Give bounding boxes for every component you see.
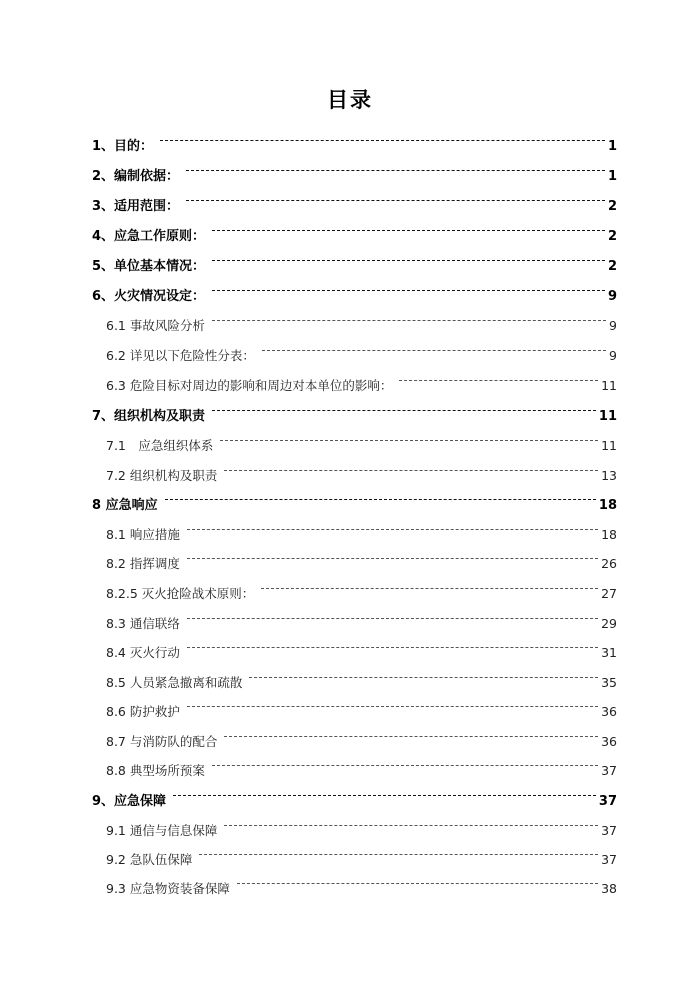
toc-leader <box>224 724 598 746</box>
toc-subentry[interactable] <box>106 338 617 363</box>
toc-entry-label: 2、编制依据： <box>92 169 180 184</box>
toc-subentry[interactable] <box>106 576 617 601</box>
toc-entry-label: 8.7 与消防队的配合 <box>106 734 218 749</box>
toc-subentry[interactable] <box>106 724 617 749</box>
toc-entry-label: 8.4 灭火行动 <box>106 645 180 660</box>
toc-entry[interactable] <box>92 398 617 424</box>
toc-leader <box>212 753 598 775</box>
toc-entry[interactable] <box>92 278 617 304</box>
toc-entry-label: 6.2 详见以下危险性分表： <box>106 348 255 363</box>
toc-entry[interactable] <box>92 188 617 214</box>
toc-leader <box>399 368 598 390</box>
toc-entry-label: 6.3 危险目标对周边的影响和周边对本单位的影响： <box>106 378 393 393</box>
toc-leader <box>224 458 598 480</box>
toc-leader <box>212 248 605 270</box>
toc-entry-label: 7.2 组织机构及职责 <box>106 468 218 483</box>
toc-page-number: 26 <box>601 556 617 571</box>
toc-entry-label: 9、应急保障 <box>92 794 167 809</box>
toc-subentry[interactable] <box>106 458 617 483</box>
toc-page-number: 9 <box>607 289 617 304</box>
toc-entry-label: 7、组织机构及职责 <box>92 409 206 424</box>
toc-leader <box>212 278 605 300</box>
toc-entry-label: 8.2.5 灭火抢险战术原则： <box>106 586 255 601</box>
toc-page-number: 18 <box>601 527 617 542</box>
toc-leader <box>187 517 598 539</box>
toc-subentry[interactable] <box>106 665 617 690</box>
toc-page-number: 38 <box>601 881 617 896</box>
toc-subentry[interactable] <box>106 368 617 393</box>
toc-entry-label: 7.1 应急组织体系 <box>106 438 214 453</box>
toc-subentry[interactable] <box>106 871 617 896</box>
toc-page-number: 35 <box>601 675 617 690</box>
toc-page-number: 37 <box>601 852 617 867</box>
toc-leader <box>187 606 598 628</box>
toc-subentry[interactable] <box>106 546 617 571</box>
toc-entry-label: 8 应急响应 <box>92 498 158 513</box>
toc-leader <box>249 665 598 687</box>
toc-leader <box>187 635 598 657</box>
toc-entry-label: 9.2 急队伍保障 <box>106 852 193 867</box>
toc-leader <box>212 308 606 330</box>
toc-entry[interactable] <box>92 128 617 154</box>
toc-leader <box>165 487 596 509</box>
toc-entry-label: 9.1 通信与信息保障 <box>106 823 218 838</box>
toc-page-number: 9 <box>609 318 617 333</box>
toc-entry-label: 6.1 事故风险分析 <box>106 318 205 333</box>
toc-entry[interactable] <box>92 783 617 809</box>
toc-entry-label: 8.3 通信联络 <box>106 616 180 631</box>
toc-page-number: 11 <box>598 409 617 424</box>
page-title: 目录 <box>327 88 373 112</box>
toc-page-number: 11 <box>601 438 617 453</box>
toc-page-number: 36 <box>601 704 617 719</box>
toc-subentry[interactable] <box>106 606 617 631</box>
toc-page-number: 2 <box>607 229 617 244</box>
toc-entry-label: 8.2 指挥调度 <box>106 556 180 571</box>
toc-subentry[interactable] <box>106 842 617 867</box>
toc-entry-label: 4、应急工作原则： <box>92 229 206 244</box>
toc-page-number: 11 <box>601 378 617 393</box>
toc-page-number: 36 <box>601 734 617 749</box>
toc-leader <box>173 783 596 805</box>
toc-leader <box>261 576 598 598</box>
toc-subentry[interactable] <box>106 517 617 542</box>
toc-page-number: 18 <box>598 498 617 513</box>
toc-page-number: 27 <box>601 586 617 601</box>
toc-entry[interactable] <box>92 248 617 274</box>
toc-entry-label: 8.6 防护救护 <box>106 704 180 719</box>
toc-entry[interactable] <box>92 218 617 244</box>
toc-entry-label: 8.1 响应措施 <box>106 527 180 542</box>
toc-entry-label: 8.5 人员紧急撤离和疏散 <box>106 675 243 690</box>
toc-leader <box>187 546 598 568</box>
toc-leader <box>160 128 605 150</box>
toc-entry-label: 8.8 典型场所预案 <box>106 763 205 778</box>
toc-subentry[interactable] <box>106 694 617 719</box>
toc-subentry[interactable] <box>106 308 617 333</box>
toc-subentry[interactable] <box>106 428 617 453</box>
toc-entry[interactable] <box>92 158 617 184</box>
toc-page-number: 37 <box>598 794 617 809</box>
toc-leader <box>220 428 598 450</box>
toc-leader <box>224 813 598 835</box>
toc-entry-label: 3、适用范围： <box>92 199 180 214</box>
toc-page-number: 2 <box>607 259 617 274</box>
toc-page-number: 1 <box>607 169 617 184</box>
toc-entry[interactable] <box>92 487 617 513</box>
toc-page-number: 2 <box>607 199 617 214</box>
toc-page-number: 13 <box>601 468 617 483</box>
toc-entry-label: 5、单位基本情况： <box>92 259 206 274</box>
toc-subentry[interactable] <box>106 635 617 660</box>
toc-leader <box>187 694 598 716</box>
toc-page-number: 31 <box>601 645 617 660</box>
toc-entry-label: 1、目的： <box>92 139 154 154</box>
toc-leader <box>262 338 606 360</box>
toc-entry-label: 9.3 应急物资装备保障 <box>106 881 230 896</box>
toc-page-number: 1 <box>607 139 617 154</box>
toc-leader <box>237 871 598 893</box>
toc-leader <box>212 398 596 420</box>
toc-subentry[interactable] <box>106 753 617 778</box>
toc-page-number: 37 <box>601 823 617 838</box>
toc-entry-label: 6、火灾情况设定： <box>92 289 206 304</box>
toc-leader <box>186 158 605 180</box>
toc-subentry[interactable] <box>106 813 617 838</box>
toc-page-number: 9 <box>609 348 617 363</box>
toc-leader <box>212 218 605 240</box>
toc-leader <box>199 842 598 864</box>
toc-page-number: 37 <box>601 763 617 778</box>
toc-page-number: 29 <box>601 616 617 631</box>
toc-leader <box>186 188 605 210</box>
